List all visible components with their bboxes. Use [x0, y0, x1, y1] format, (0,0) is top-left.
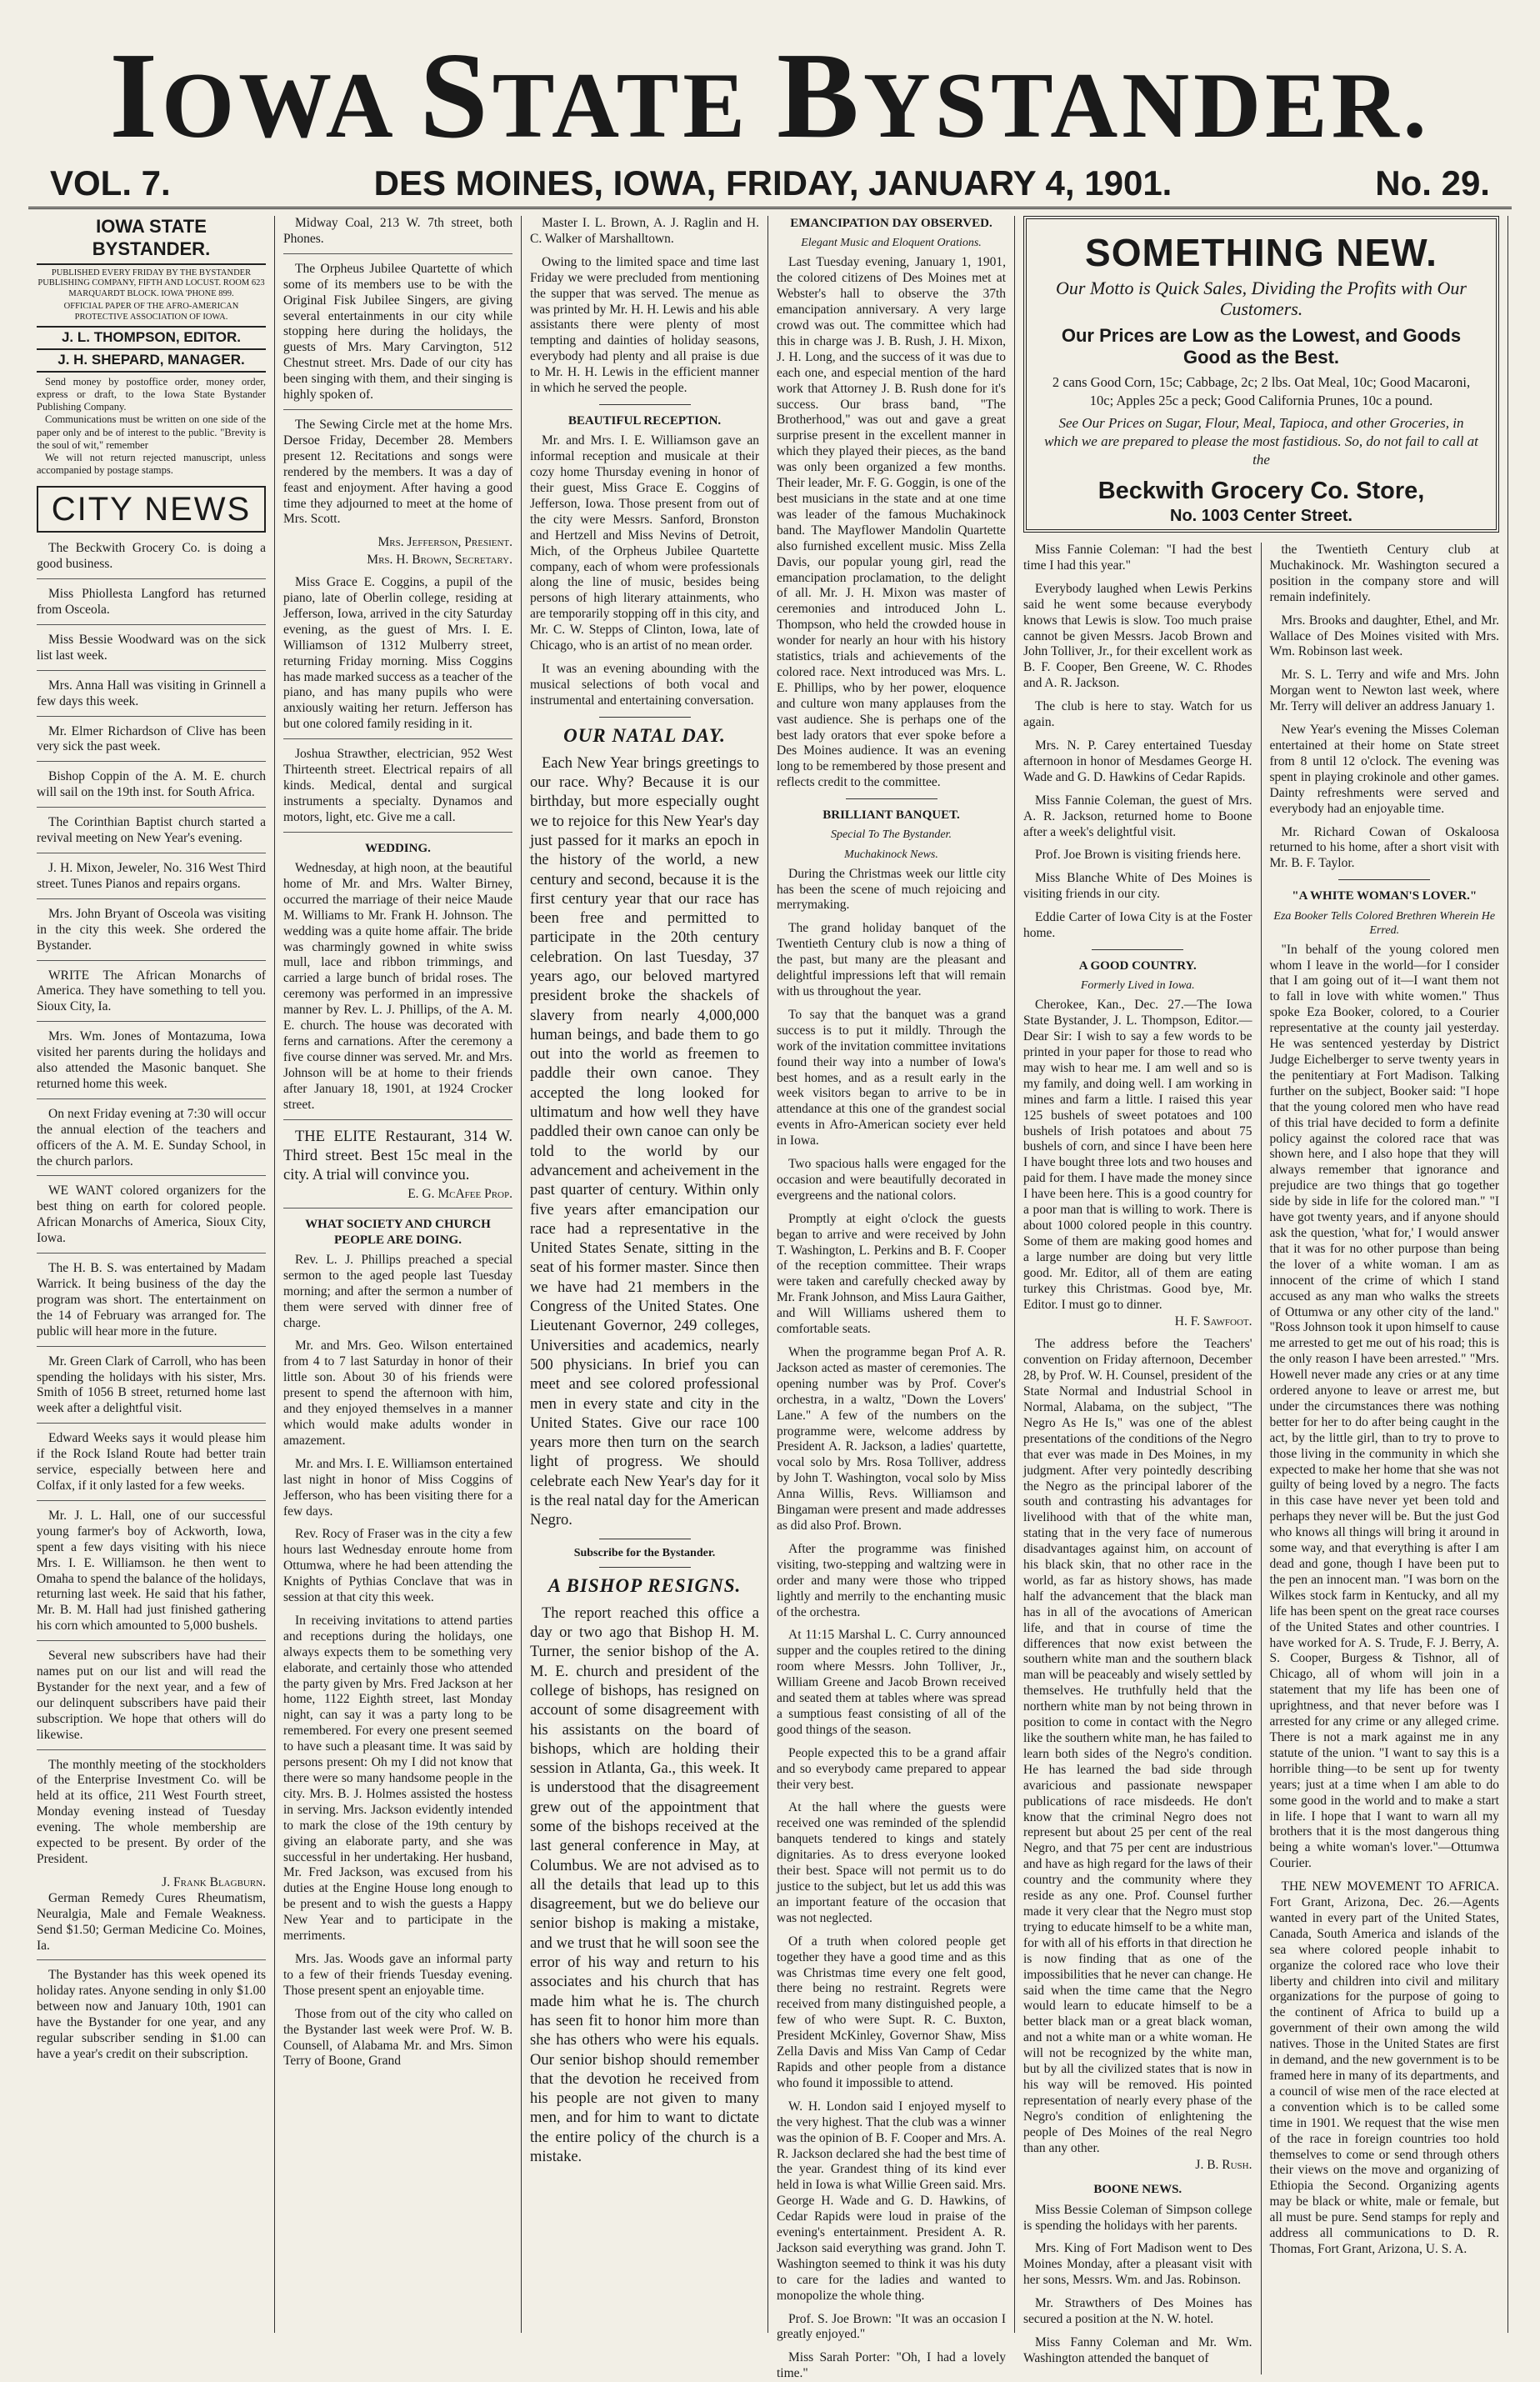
news-item: Miss Bessie Coleman of Simpson college is spending the holidays with her parents.: [1023, 2202, 1252, 2233]
news-item: Miss Phiollesta Langford has returned from Osceola.: [37, 587, 266, 625]
grocery-advertisement: [1023, 216, 1499, 533]
news-item: THE NEW MOVEMENT TO AFRICA. Fort Grant, Arizona, Dec. 26.—Agents wanted in every part of the United States, Canada, South America and islands of the sea where colored people inhabit to organize the colored race who love their liberty and children into civil and military organizations for the purpose of going to the continent of Africa to build up a government of their own among the wild natives. Those in the United States are first in demand, and the new government is to be framed here in many of its departments, and a council of wise men of the race elected at a convention which is to be called some time in 1901. We request that the wise men of the race in foreign countries too hold themselves to come or send through others their views on the move and organizing of Ethiopia the Second. Organizing agents may be black or white, male or female, but all must be pure. Send stamps for reply and address all communications to D. R. Thomas, Fort Grant, Arizona, U. S. A.: [1269, 1879, 1499, 2256]
section-heading: WEDDING.: [365, 841, 431, 855]
editorial-heading: A BISHOP RESIGNS.: [548, 1574, 742, 1596]
editorial-text: Each New Year brings greetings to our race. Why? Because it is our birthday, but more especially ought we to rejoice for this New Year's day just passed for it marks an epoch in the history of the world, a new century and second, because it is the first century year that our race has been free and permitted to participate in the 20th century celebration. On last Tuesday, 37 years ago, our beloved martyred president broke the shackels of slavery from nearly 4,000,000 human beings, and bade them to go out into the world as freemen to paddle their own canoe. They accepted the long looked for ultimatum and how well they have paddled their own canoe can only be told to the world by our advancement and acheivement in the past quarter of century. Within only five years after emancipation our race had a representative in the United States Senate, sitting in the seat of his former master. Since then we have had 21 members in the Congress of the United States. One Lieutenant Governor, 249 colleges, Universities and academics, nearly 500 physicians. In brief you can meet and see colored professional men in every state and city in the United States. Give our race 100 years more then turn on the search light of progress. We should celebrate each New Year's day for it is the real natal day for the American Negro.: [530, 754, 759, 1529]
news-item: Miss Fannie Coleman, the guest of Mrs. A. R. Jackson, returned home to Boone after a week's delightful visit.: [1023, 793, 1252, 839]
news-item: At 11:15 Marshal L. C. Curry announced supper and the couples retired to the dining room where Messrs. John Tolliver, Jr., William Greene and Jacob Brown received and seated them at tables where was spread a sumptious feast consisting of all of the good things of the season.: [777, 1628, 1006, 1737]
news-item: Mr. and Mrs. Geo. Wilson entertained from 4 to 7 last Saturday in honor of their little son. About 30 of his friends were present to spend the afternoon with him, and they enjoyed themselves in a manner which would make adults wonder in amazement.: [283, 1339, 512, 1448]
news-item: Of a truth when colored people get together they have a good time and as this was Christmas time every one felt good, there being no restraint. Regrets were received from many distinguished people, a few of who were Supt. R. C. Buxton, President McKinley, Governor Shaw, Miss Zella Davis and Miss Van Camp of Cedar Rapids and other people from a distance who found it impossible to attend.: [777, 1934, 1006, 2090]
official-line: OFFICIAL PAPER OF THE AFRO-AMERICAN PROTECTIVE ASSOCIATION OF IOWA.: [63, 302, 239, 323]
editorial-heading: OUR NATAL DAY.: [563, 724, 726, 746]
ad-prices: Our Prices are Low as the Lowest, and Goods Good as the Best.: [1061, 324, 1462, 368]
news-item: Master I. L. Brown, A. J. Raglin and H. C. Walker of Marshalltown.: [530, 216, 759, 246]
section-heading: WHAT SOCIETY AND CHURCH PEOPLE ARE DOING.: [305, 1218, 491, 1247]
news-item: The H. B. S. was entertained by Madam Warrick. It being business of the day the program was short. The entertainment on the 14 of February was arranged for. The public will hear more in the future.: [37, 1261, 266, 1347]
news-item: Mr. J. L. Hall, one of our successful young farmer's boy of Ackworth, Iowa, spent a few days visiting with his niece Mrs. I. E. Williamson. he then went to Omaha to spend the balance of the holidays, returning last week. He said that his father, Mr. B. M. Hall had just finished gathering his corn which amounted to 5,000 bushels.: [37, 1509, 266, 1641]
news-item: Mrs. King of Fort Madison went to Des Moines Monday, after a pleasant visit with her sons, Messrs. Wm. and Jas. Robinson.: [1023, 2241, 1252, 2288]
signature: E. G. McAfee Prop.: [283, 1187, 512, 1209]
news-item: Rev. L. J. Phillips preached a special sermon to the aged people last Tuesday morning; and after the sermon a number of them were served with dinner free of charge.: [283, 1252, 512, 1330]
news-item: The Corinthian Baptist church started a revival meeting on New Year's evening.: [37, 815, 266, 853]
news-item: Miss Fannie Coleman: "I had the best time I had this year.": [1023, 543, 1252, 573]
divider: [846, 798, 938, 799]
publisher-notes: [37, 376, 266, 478]
ad-address: No. 1003 Center Street.: [1170, 506, 1352, 525]
publisher-line: PUBLISHED EVERY FRIDAY BY THE BYSTANDER PUBLISHING COMPANY, FIFTH AND LOCUST. ROOM 623 MARQUARDT BLOCK. IOWA 'PHONE 899.: [38, 268, 265, 298]
section-heading: BRILLIANT BANQUET.: [822, 808, 960, 823]
manager-line: J. H. SHEPARD, MANAGER.: [37, 350, 266, 373]
news-item: Mr. Elmer Richardson of Clive has been very sick the past week.: [37, 724, 266, 763]
news-item: Prof. Joe Brown is visiting friends here.: [1035, 848, 1242, 863]
issue-number: No. 29.: [1375, 163, 1490, 203]
masthead-word: OWA: [162, 54, 420, 158]
news-item: Miss Bessie Woodward was on the sick list last week.: [37, 633, 266, 671]
news-item: Mrs. Wm. Jones of Montazuma, Iowa visited her parents during the holidays and also attended the Masonic banquet. She returned home this week.: [37, 1029, 266, 1099]
news-item: Miss Grace E. Coggins, a pupil of the piano, late of Oberlin college, residing at Jefferson, Iowa, arrived in the city Saturday evening, as the guest of Mrs. I. E. Williamson of 1312 Mulberry street, returning Friday morning. Miss Coggins has made marked success as a teacher of the piano, and has many pupils who were anxiously waiting her return. Jefferson has but one colored family residing in it.: [283, 575, 512, 739]
news-item: The Orpheus Jubilee Quartette of which some of its members use to be with the Original Fisk Jubilee Singers, are giving several entertainments in our city while stopping here during the holidays, the guests of Mrs. Mary Carvington, 512 Chestnut street. Mrs. Dade of our city has been singing with them, and their singing is highly spoken of.: [283, 262, 512, 410]
ad-motto: Our Motto is Quick Sales, Dividing the Profits with Our Customers.: [1056, 278, 1467, 320]
news-item: Last Tuesday evening, January 1, 1901, the colored citizens of Des Moines met at Webster's hall to observe the 37th emancipation anniversary. A very large crowd was out. The committee which had this in charge was J. B. Rush, J. H. Mixon, J. H. Long, and the success of it was due to each one, and especial mention of the hard work that Attorney J. B. Rush done for it's success. Our brass band, "The Brotherhood," was out and gave a great surprise present in the excellent manner in which they played their pieces, as the band was only been organized a few months. Their leader, Mr. F. G. Goggin, is one of the best musicians in the state and at one time was leader of the famous Muchakinock band. The Mayflower Mandolin Quartette also furnished excellent music. Miss Zella Davis, our popular young girl, read the emancipation proclamation, to the delight of all. Mr. J. H. Mixon was master of ceremonies and introduced John L. Thompson, who held the crowded house in wonder for nearly an hour with his history statistics, trials and achievements of the colored race. Next introduced was Mrs. L. E. Phillips, who by her power, eloquence and culture won many applauses from the vast audience. She is perhaps one of the best lady orators that ever spoke before a Des Moines audience. It was an evening long to be remembered by those present and reflects credit to the committee.: [777, 255, 1006, 790]
news-item: Mr. Green Clark of Carroll, who has been spending the holidays with his sister, Mrs. Smith of 1056 B street, returned home last week after a delightful visit.: [37, 1354, 266, 1424]
small-masthead: IOWA STATE BYSTANDER.: [37, 216, 266, 265]
dateline: [28, 163, 1512, 209]
news-item: Promptly at eight o'clock the guests began to arrive and were received by John T. Washington, L. Perkins and B. F. Cooper of the reception committee. Their wraps were taken and carefully checked away by Mr. Frank Johnson, and Miss Laura Gaither, and Will Williams ushered them to comfortable seats.: [777, 1211, 1006, 1337]
news-item: Mrs. Brooks and daughter, Ethel, and Mr. Wallace of Des Moines visited with Mrs. Wm. Robinson last week.: [1269, 613, 1499, 659]
wide-subcolumns: [1015, 543, 1508, 2374]
column-2: [275, 216, 522, 2333]
news-item: Miss Sarah Porter: "Oh, I had a lovely time.": [777, 2350, 1006, 2381]
news-item: Miss Fanny Coleman and Mr. Wm. Washington attended the banquet of: [1023, 2335, 1252, 2365]
masthead-letter: I: [109, 28, 162, 164]
signature: J. Frank Blagburn.: [162, 1874, 266, 1889]
news-item: Mrs. John Bryant of Osceola was visiting in the city this week. She ordered the Bystander.: [37, 907, 266, 961]
news-item: Those from out of the city who called on the Bystander last week were Prof. W. B. Counsell, of Alabama Mr. and Mrs. Simon Terry of Boone, Grand: [283, 2006, 512, 2069]
news-item: The Beckwith Grocery Co. is doing a good business.: [37, 541, 266, 579]
news-item: When the programme began Prof A. R. Jackson acted as master of ceremonies. The opening number was by Prof. Cover's orchestra, in a waltz, "Down the Lovers' Lane." A few of the numbers on the programme were, welcome address by President A. R. Jackson, a ladies' quartette, vocal solo by Mrs. Rosa Tolliver, address by John T. Washington, vocal solo by Miss Anna Willis, Revs. Williamson and Bingaman were present and made addresses as did also Prof. Brown.: [777, 1345, 1006, 1533]
news-item: Miss Blanche White of Des Moines is visiting friends in our city.: [1023, 871, 1252, 902]
news-item: The grand holiday banquet of the Twentieth Century club is now a thing of the past, but many are the pleasant and delightful impressions left that will remain with us throughout the year.: [777, 921, 1006, 998]
divider: [1338, 879, 1430, 880]
news-item: Joshua Strawther, electrician, 952 West Thirteenth street. Electrical repairs of all kinds. Medical, dental and surgical instruments a specialty. Dynamos and motors, light, etc. Give me a call.: [283, 747, 512, 833]
section-heading: A GOOD COUNTRY.: [1078, 958, 1197, 973]
column-6: [1262, 543, 1508, 2374]
subscribe-note: Subscribe for the Bystander.: [573, 1546, 716, 1559]
city-news-heading: CITY NEWS: [37, 486, 266, 533]
news-item: W. H. London said I enjoyed myself to the very highest. That the club was a winner was the opinion of B. F. Cooper and Mrs. A. R. Jackson declared she had the best time of the year. Grandest thing of its kind ever held in Iowa is what Willie Green said. Mrs. George H. Wade and G. D. Hawkins, of Cedar Rapids were loud in praise of the evening's entertainment. President A. R. Jackson said everything was grand. John T. Washington seemed to think it was his duty to care for the ladies and wanted to monopolize the whole thing.: [777, 2099, 1006, 2303]
ad-title: SOMETHING NEW.: [1085, 231, 1438, 274]
news-item: Owing to the limited space and time last Friday we were precluded from mentioning the supper that was served. The menue as was printed by Mr. H. H. Lewis and his able assistants there were plenty of most tempting and dainties of holiday seasons, everybody had plenty and all praise is due to Mr. H. H. Lewis in the efficient manner in which he served the people.: [530, 254, 759, 396]
section-heading: EMANCIPATION DAY OBSERVED.: [790, 217, 992, 230]
news-item: the Twentieth Century club at Muchakinock. Mr. Washington secured a position in the company store and will remain indefinitely.: [1269, 543, 1499, 604]
news-item: Mrs. Jas. Woods gave an informal party to a few of their friends Tuesday evening. Those present spent an enjoyable time.: [283, 1951, 512, 1998]
column-4: [768, 216, 1015, 2381]
news-item: Eddie Carter of Iowa City is at the Foster home.: [1023, 910, 1252, 941]
news-item: J. H. Mixon, Jeweler, No. 316 West Third street. Tunes Pianos and repairs organs.: [37, 861, 266, 899]
news-item: Mrs. Anna Hall was visiting in Grinnell a few days this week.: [37, 678, 266, 717]
news-item: The Bystander has this week opened its holiday rates. Anyone sending in only $1.00 between now and January 10th, 1901 can have the Bystander for one year, and any regular subscriber sending in $1.00 can have a year's credit on their subscription.: [37, 1968, 266, 2061]
news-item: Wednesday, at high noon, at the beautiful home of Mr. and Mrs. Walter Birney, occurred the marriage of their neice Maude M. Williams to Mr. Frank H. Johnson. The wedding was a quite home affair. The bride was charmingly gowned in white swiss mull, lace and ribbon trimmings, and carried a large bunch of bridal roses. The ceremony was performed in an impressive manner by Rev. L. J. Phillips, of the A. M. E. church. The house was decorated with ferns and carnations. After the ceremony a five course dinner was served. Mr. and Mrs. Johnson will be at home to their friends after January 18, 1901, at 1924 Crocker street.: [283, 861, 512, 1120]
news-item: Several new subscribers have had their names put on our list and will read the Bystander for the next year, and a few of our delinquent subscribers have paid their subscription. We hope that others will do likewise.: [37, 1649, 266, 1749]
column-1: [28, 216, 275, 2333]
masthead-letter: S: [419, 28, 492, 164]
news-item: Midway Coal, 213 W. 7th street, both Phones.: [283, 216, 512, 254]
news-item: The Sewing Circle met at the home Mrs. Dersoe Friday, December 28. Members present 12. Recitations and songs were rendered by the members. It was a day of feast and enjoyment. After having a good time they adjourned to meet at the home of Mrs. Scott.: [283, 417, 512, 527]
news-item: Mr. Richard Cowan of Oskaloosa returned to his home, after a short visit with Mr. B. F. Taylor.: [1269, 824, 1499, 871]
signature: H. F. Sawfoot.: [1174, 1314, 1252, 1329]
ad-price-list: 2 cans Good Corn, 15c; Cabbage, 2c; 2 lbs. Oat Meal, 10c; Good Macaroni, 10c; Apples 25c a peck; Good California Prunes, 10c a pound.: [1052, 374, 1471, 408]
news-item: The club is here to stay. Watch for us again.: [1023, 699, 1252, 730]
ad-invitation: See Our Prices on Sugar, Flour, Meal, Tapioca, and other Groceries, in which we are prepared to please the most fastidious. So, do not fail to call at the: [1044, 415, 1478, 468]
section-heading: BEAUTIFUL RECEPTION.: [568, 413, 722, 428]
news-item: The address before the Teachers' convention on Friday afternoon, December 28, by Prof. W. H. Counsel, president of the State Normal and Industrial School in Normal, Alabama, on the subject, "The Negro As He Is," was one of the ablest presentations of the conditions of the Negro that ever was made in Des Moines, in my judgment. After very pointedly describing the Negro as the principal laborer of the south and contrasting his advantages for livelihood with that of the white man, stating that in the very face of numerous disadvantages against him, on account of his black skin, that no other race in the world, as far as history shows, has made half the advancement that the black man has in all of the avocations of American life, and that in course of time the differences that now exist between the southern white man and the southern black man will be peaceably and wisely settled by themselves. He truthfully held that the northern white man by not being thrown in position to come in contact with the Negro like the southern white man, he has failed to learn both sides of the Negro's condition. He has learned the bad side through avaricious and passionate newspaper publications of race misdeeds. He don't know that the criminal Negro does not represent but about 25 per cent of the real Negro, and that 75 per cent are industrious and have as high regard for the laws of their country and the community where they reside as any one. Prof. Counsel further made it very clear that the Negro must stop trying to educate himself to be a white man, for with all of his efforts in that direction he is now finding that as one of the impossibilities that he never can change. He said when the time came that the Negro would learn to educate himself to be a better black man or a great black woman, and not a white man or a white woman. He will not be recognized by the white man, but by all the civilized states that is now in his way will be removed. His pointed representation of nearly every phase of the Negro's condition of enlightening the people of Des Moines of the real Negro than any other.: [1023, 1337, 1252, 2155]
news-item: After the programme was finished visiting, two-stepping and waltzing were in order and many were those who tripped lightly and merrily to the enchanting music of the orchestra.: [777, 1541, 1006, 1619]
divider: [599, 404, 691, 405]
masthead-word: YSTANDER.: [862, 54, 1431, 158]
news-item: Bishop Coppin of the A. M. E. church will sail on the 19th inst. for South Africa.: [37, 769, 266, 808]
divider: [599, 1567, 691, 1568]
news-item: Edward Weeks says it would please him if the Rock Island Route had better train service, especially between here and Colfax, if it only lasted for a few weeks.: [37, 1431, 266, 1501]
news-item: People expected this to be a grand affair and so everybody came prepared to appear their very best.: [777, 1745, 1006, 1792]
news-item: Prof. S. Joe Brown: "It was an occasion I greatly enjoyed.": [777, 2311, 1006, 2342]
news-item: To say that the banquet was a grand success is to put it mildly. Through the work of the invitation committee invitations found their way into a number of Iowa's best homes, and as a result early in the week visitors began to arrive to be in attendance at this one of the grandest social events in Afro-American society ever held in Iowa.: [777, 1007, 1006, 1148]
masthead-title: [28, 28, 1512, 164]
section-heading: BOONE NEWS.: [1093, 2183, 1182, 2197]
editorial-text: The report reached this office a day or two ago that Bishop H. M. Turner, the senior bishop of the A. M. E. church and president of the college of bishops, has resigned on account of some disagreement with his assistants on the board of bishops, which are holding their session in Atlanta, Ga., this week. It is understood that the disagreement grew out of the appointment that some of the bishops received at the last general conference in May, at Columbus. We are not advised as to all the details that lead up to this disagreement, but we do believe our senior bishop is making a mistake, and we trust that he will soon see the error of his way and return to his associates and his church that has made him what he is. The church has seen fit to honor him more than she has others who were his equals. Our senior bishop should remember that the devotion he received from his people are not given to many men, and for him to want to dictate the entire policy of the church is a mistake.: [530, 1604, 759, 2166]
news-item: At the hall where the guests were received one was reminded of the splendid banquets tendered to kings and stately dignitaries. As to dress everyone looked their best. Space will not permit us to do justice to the subject, but let us add this was an important feature of the occasion that was not neglected.: [777, 1800, 1006, 1925]
news-item: During the Christmas week our little city has been the scene of much rejoicing and merrymaking.: [777, 866, 1006, 913]
news-item: In receiving invitations to attend parties and receptions during the holidays, one always expects them to be something very elaborate, and certainly those who attended the party given by Mrs. Fred Jackson at her home, 1122 Eighth street, last Monday night, can say it was a party long to be remembered. For every one present seemed to have such a pleasant time. It was said by persons present: Oh my I did not know that there were so many handsome people in the city. Mrs. B. J. Holmes assisted the hostess in serving. Mrs. Jackson evidently intended to mark the close of the 19th century by giving an elaborate party, and she was successful in her undertaking. Her husband, Mr. Fred Jackson, was excused from his duties at the Engine House long enough to be present and to wish the guests a Happy New Year and to participate in the merriments.: [283, 1613, 512, 1944]
columns-5-6: [1015, 216, 1508, 2365]
news-item: Mr. S. L. Terry and wife and Mrs. John Morgan went to Newton last week, where Mr. Terry will deliver an address January 1.: [1269, 668, 1499, 714]
editor-line: J. L. THOMPSON, EDITOR.: [37, 326, 266, 350]
note: We will not return rejected manuscript, unless accompanied by postage stamps.: [37, 452, 266, 477]
section-subheading: Formerly Lived in Iowa.: [1080, 979, 1195, 993]
news-item: WRITE The African Monarchs of America. They have something to tell you. Sioux City, Ia.: [37, 968, 266, 1023]
news-item: Mr. and Mrs. I. E. Williamson gave an informal reception and musicale at their cozy home Thursday evening in honor of their guest, Miss Grace E. Coggins of Jefferson, Iowa. Those present from out of the city were Messrs. Sanford, Bronston and Hertzell and Miss Nevins of Detroit, Mich, of the Orpheus Jubilee Quartette company, each of whom were professionals along the line of music, besides being persons of high literary attainments, who are temporarily stopping off in this city, and Mr. C. W. Stepps of Clinton, Iowa, late of Chicago, who is an artist of no mean order.: [530, 433, 759, 653]
column-3: [522, 216, 768, 2333]
section-heading: "A WHITE WOMAN'S LOVER.": [1292, 889, 1478, 903]
news-item: It was an evening abounding with the musical selections of both vocal and instrumental and entertaining conversation.: [530, 661, 759, 708]
news-item: On next Friday evening at 7:30 will occur the annual election of the teachers and officers of the A. M. E. Sunday School, in the church parlors.: [37, 1107, 266, 1177]
note: Send money by postoffice order, money order, express or draft, to the Iowa State Bystander Publishing Company.: [37, 375, 266, 413]
signature: J. B. Rush.: [1195, 2158, 1252, 2173]
news-item: The monthly meeting of the stockholders of the Enterprise Investment Co. will be held at its office, 211 West Fourth street, Monday evening instead of Tuesday evening. The whole membership are expected to be present. By order of the President.: [37, 1757, 266, 1867]
place-date: DES MOINES, IOWA, FRIDAY, JANUARY 4, 1901.: [373, 163, 1172, 203]
column-5: [1015, 543, 1262, 2374]
section-subheading: Eza Booker Tells Colored Brethren Wherein He Erred.: [1273, 909, 1496, 937]
news-item: New Year's evening the Misses Coleman entertained at their home on State street from 8 until 12 o'clock. The evening was spent in playing crokinole and other games. Dainty refreshments were served and everybody had an enjoyable time.: [1269, 723, 1499, 816]
advertisement: THE ELITE Restaurant, 314 W. Third street. Best 15c meal in the city. A trial will convince you.: [283, 1128, 512, 1184]
divider: [1092, 949, 1183, 950]
page-body: [28, 216, 1512, 2381]
section-subheading: Elegant Music and Eloquent Orations.: [801, 237, 982, 250]
ad-store-name: Beckwith Grocery Co. Store,: [1098, 477, 1425, 504]
news-item: Everybody laughed when Lewis Perkins said he went some because everybody knows that Lewis is slow. Too much praise cannot be given Messrs. Jacob Brown and John Tolliver, Jr., for their excellent work as B. F. Cooper, Ben Greene, W. C. Rhodes and A. R. Jackson.: [1023, 581, 1252, 691]
news-item: Mrs. N. P. Carey entertained Tuesday afternoon in honor of Mesdames George H. Wade and G. D. Hawkins of Cedar Rapids.: [1023, 738, 1252, 784]
signature: Mrs. H. Brown, Secretary.: [367, 553, 512, 568]
news-item: German Remedy Cures Rheumatism, Neuralgia, Male and Female Weakness. Send $1.50; German Medicine Co. Moines, Ia.: [37, 1891, 266, 1961]
news-item: Two spacious halls were engaged for the occasion and were beautifully decorated in evergreens and the national colors.: [777, 1157, 1006, 1203]
news-item: Mr. Strawthers of Des Moines has secured a position at the N. W. hotel.: [1023, 2296, 1252, 2327]
divider: [599, 717, 691, 718]
news-item: Rev. Rocy of Fraser was in the city a few hours last Wednesday enroute home from Ottumwa, where he had been attending the Knights of Pythias Conclave that was in session at that city this week.: [283, 1527, 512, 1605]
section-subheading: Muchakinock News.: [844, 848, 938, 861]
section-subheading: Special To The Bystander.: [831, 828, 952, 842]
note: Communications must be written on one side of the paper only and be of interest to the public. "Brevity is the soul of wit," remember: [37, 413, 266, 451]
news-item: "In behalf of the young colored men whom I leave in the world—for I consider that I am going out of it—I want them not to fall in love with white women." Thus spoke Eza Booker, colored, to a Courier representative at the county jail yesterday. He was sentenced yesterday by District Judge Eichelberger to serve twenty years in the penitentiary at Fort Madison. Talking further on the subject, Booker said: "I hope that the young colored men who have read of this trial have decided to form a definite policy against the colored race that was shown here, and I also hope that they will always remember that ignorance and prejudice are two things that go together side by side in life for the colored man." "I have got twenty years, and if anyone should ask the question, 'what for,' I would answer that it was for no other purpose than being the lover of a white woman. I am as innocent of the crime of which I stand accused as any man who walks the streets of Ottumwa or any other city of the land." "Ross Johnson took it upon himself to cause me arrested to get me out of his road; this is the only reason I have been arrested." "Mrs. Howell never made any cries or at any time ordered anyone to leave or arrest me, but under the circumstances there was nothing better for her to do after being caught in the act, by the little girl, than to try to prove to those living in the community in which she expected to make her home that she was not guilty of being loved by a negro. The facts in this case have never yet been told and perhaps they never will be. But the just God who knows all things will bring it around in some way, and that everything is after I am dead and gone, though I have been put to the pen an innocent man. "I was born on the Wilkes stock farm in Kentucky, and all my life has been spent on the great race courses of the United States and other countries. I have worked for A. S. Trude, F. J. Berry, A. S. Cooper, Burgess & Tishnor, all of Chicago, all of whom will join in a statement that my life has been one of uprightness, and that never before was I arrested for any crime or any alleged crime. There is not a mark against me in any statute of the union. "I want to say this is a horrible thing—to be sent up for twenty years; just at a time when I am able to do some good in the world and to make a start in life. I hope that I want to warn all my brothers that it is the most dangerous thing being a white woman's lover."—Ottumwa Courier.: [1269, 942, 1499, 1871]
news-item: WE WANT colored organizers for the best thing on earth for colored people. African Monarchs of America, Sioux City, Iowa.: [37, 1183, 266, 1254]
news-item: Mr. and Mrs. I. E. Williamson entertained last night in honor of Miss Coggins of Jefferson, who has been visiting there for a few days.: [283, 1456, 512, 1519]
news-item: Cherokee, Kan., Dec. 27.—The Iowa State Bystander, J. L. Thompson, Editor.—Dear Sir: I wish to say a few words to be printed in your paper for those to read who may wish to hear me. I am well and so is my family, and doing well. I am working in mines and farm a little. I raised this year 125 bushels of sweet potatoes and 100 bushels of Irish potatoes and about 75 bushels of corn, and since I have been here I have bought three lots and two houses and paid for them. I have made the money since I have been here. This is a good country for a poor man that is willing to work. There is about 1000 colored people in this country. Some of them are making good homes and a large number are doing but very little good. Mr. Editor, all of them are eating turkey this Christmas. Good bye, Mr. Editor. I must go to dinner.: [1023, 998, 1252, 1312]
masthead-letter: B: [777, 28, 863, 164]
volume-number: VOL. 7.: [50, 163, 171, 203]
signature: Mrs. Jefferson, Presient.: [378, 535, 512, 550]
masthead-word: TATE: [492, 54, 778, 158]
